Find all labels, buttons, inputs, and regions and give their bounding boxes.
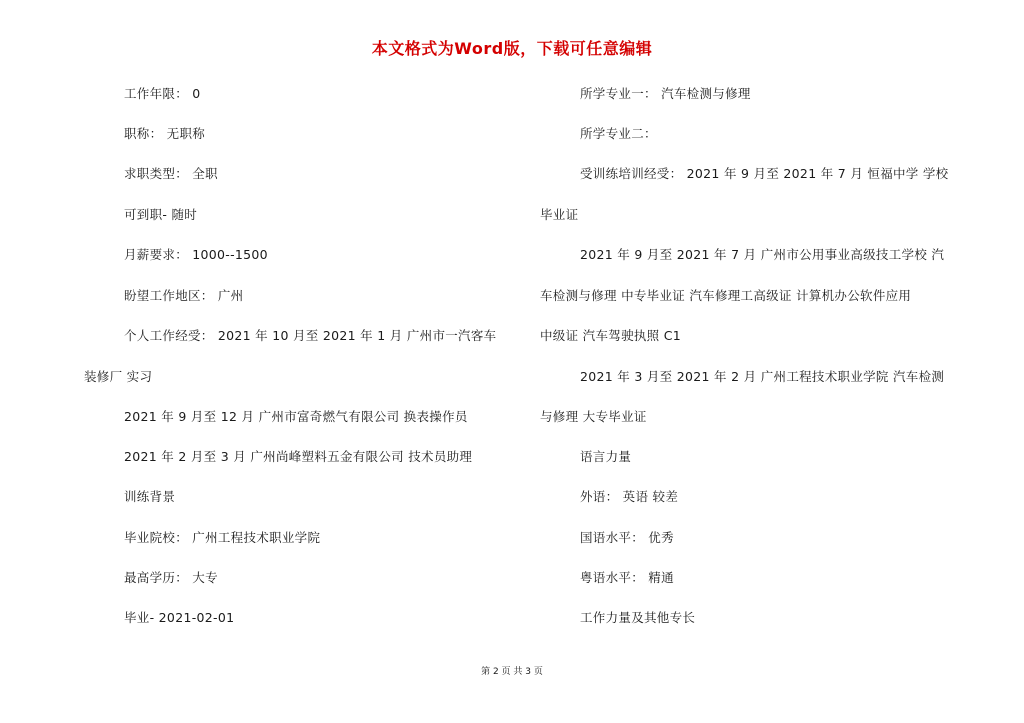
page-header-title: 本文格式为Word版，下载可任意编辑: [371, 39, 653, 58]
line-mandarin: 国语水平： 优秀: [580, 530, 674, 545]
line-major-1: 所学专业一： 汽车检测与修理: [580, 86, 751, 101]
section-language: 语言力量: [580, 449, 632, 464]
line-major-2: 所学专业二：: [580, 126, 657, 141]
line-training: 受训练培训经受： 2021 年 9 月至 2021 年 7 月 恒福中学 学校: [580, 166, 949, 181]
line-training-2-cont: 车检测与修理 中专毕业证 汽车修理工高级证 计算机办公软件应用: [540, 288, 912, 303]
line-job-2: 2021 年 9 月至 12 月 广州市富奇燃气有限公司 换表操作员: [124, 409, 468, 424]
line-training-cont: 毕业证: [540, 207, 579, 222]
section-skills: 工作力量及其他专长: [580, 610, 696, 625]
line-foreign-language: 外语： 英语 较差: [580, 489, 679, 504]
line-job-type: 求职类型： 全职: [124, 166, 218, 181]
line-cantonese: 粤语水平： 精通: [580, 570, 674, 585]
line-title: 职称： 无职称: [124, 126, 206, 141]
line-work-experience: 个人工作经受： 2021 年 10 月至 2021 年 1 月 广州市一汽客车: [124, 328, 497, 343]
line-desired-location: 盼望工作地区： 广州: [124, 288, 244, 303]
line-work-years: 工作年限： 0: [124, 86, 201, 101]
line-salary: 月薪要求： 1000--1500: [124, 247, 268, 262]
line-training-2-cont2: 中级证 汽车驾驶执照 C1: [540, 328, 682, 343]
line-graduation: 毕业- 2021-02-01: [124, 610, 235, 625]
line-training-3-cont: 与修理 大专毕业证: [540, 409, 647, 424]
line-school: 毕业院校： 广州工程技术职业学院: [124, 530, 321, 545]
line-work-experience-cont: 装修厂 实习: [84, 369, 153, 384]
line-availability: 可到职- 随时: [124, 207, 198, 222]
page-number: 第 2 页 共 3 页: [481, 667, 543, 677]
line-degree: 最高学历： 大专: [124, 570, 218, 585]
section-education: 训练背景: [124, 489, 176, 504]
line-job-3: 2021 年 2 月至 3 月 广州尚峰塑料五金有限公司 技术员助理: [124, 449, 473, 464]
line-training-2: 2021 年 9 月至 2021 年 7 月 广州市公用事业高级技工学校 汽: [580, 247, 945, 262]
line-training-3: 2021 年 3 月至 2021 年 2 月 广州工程技术职业学院 汽车检测: [580, 369, 945, 384]
